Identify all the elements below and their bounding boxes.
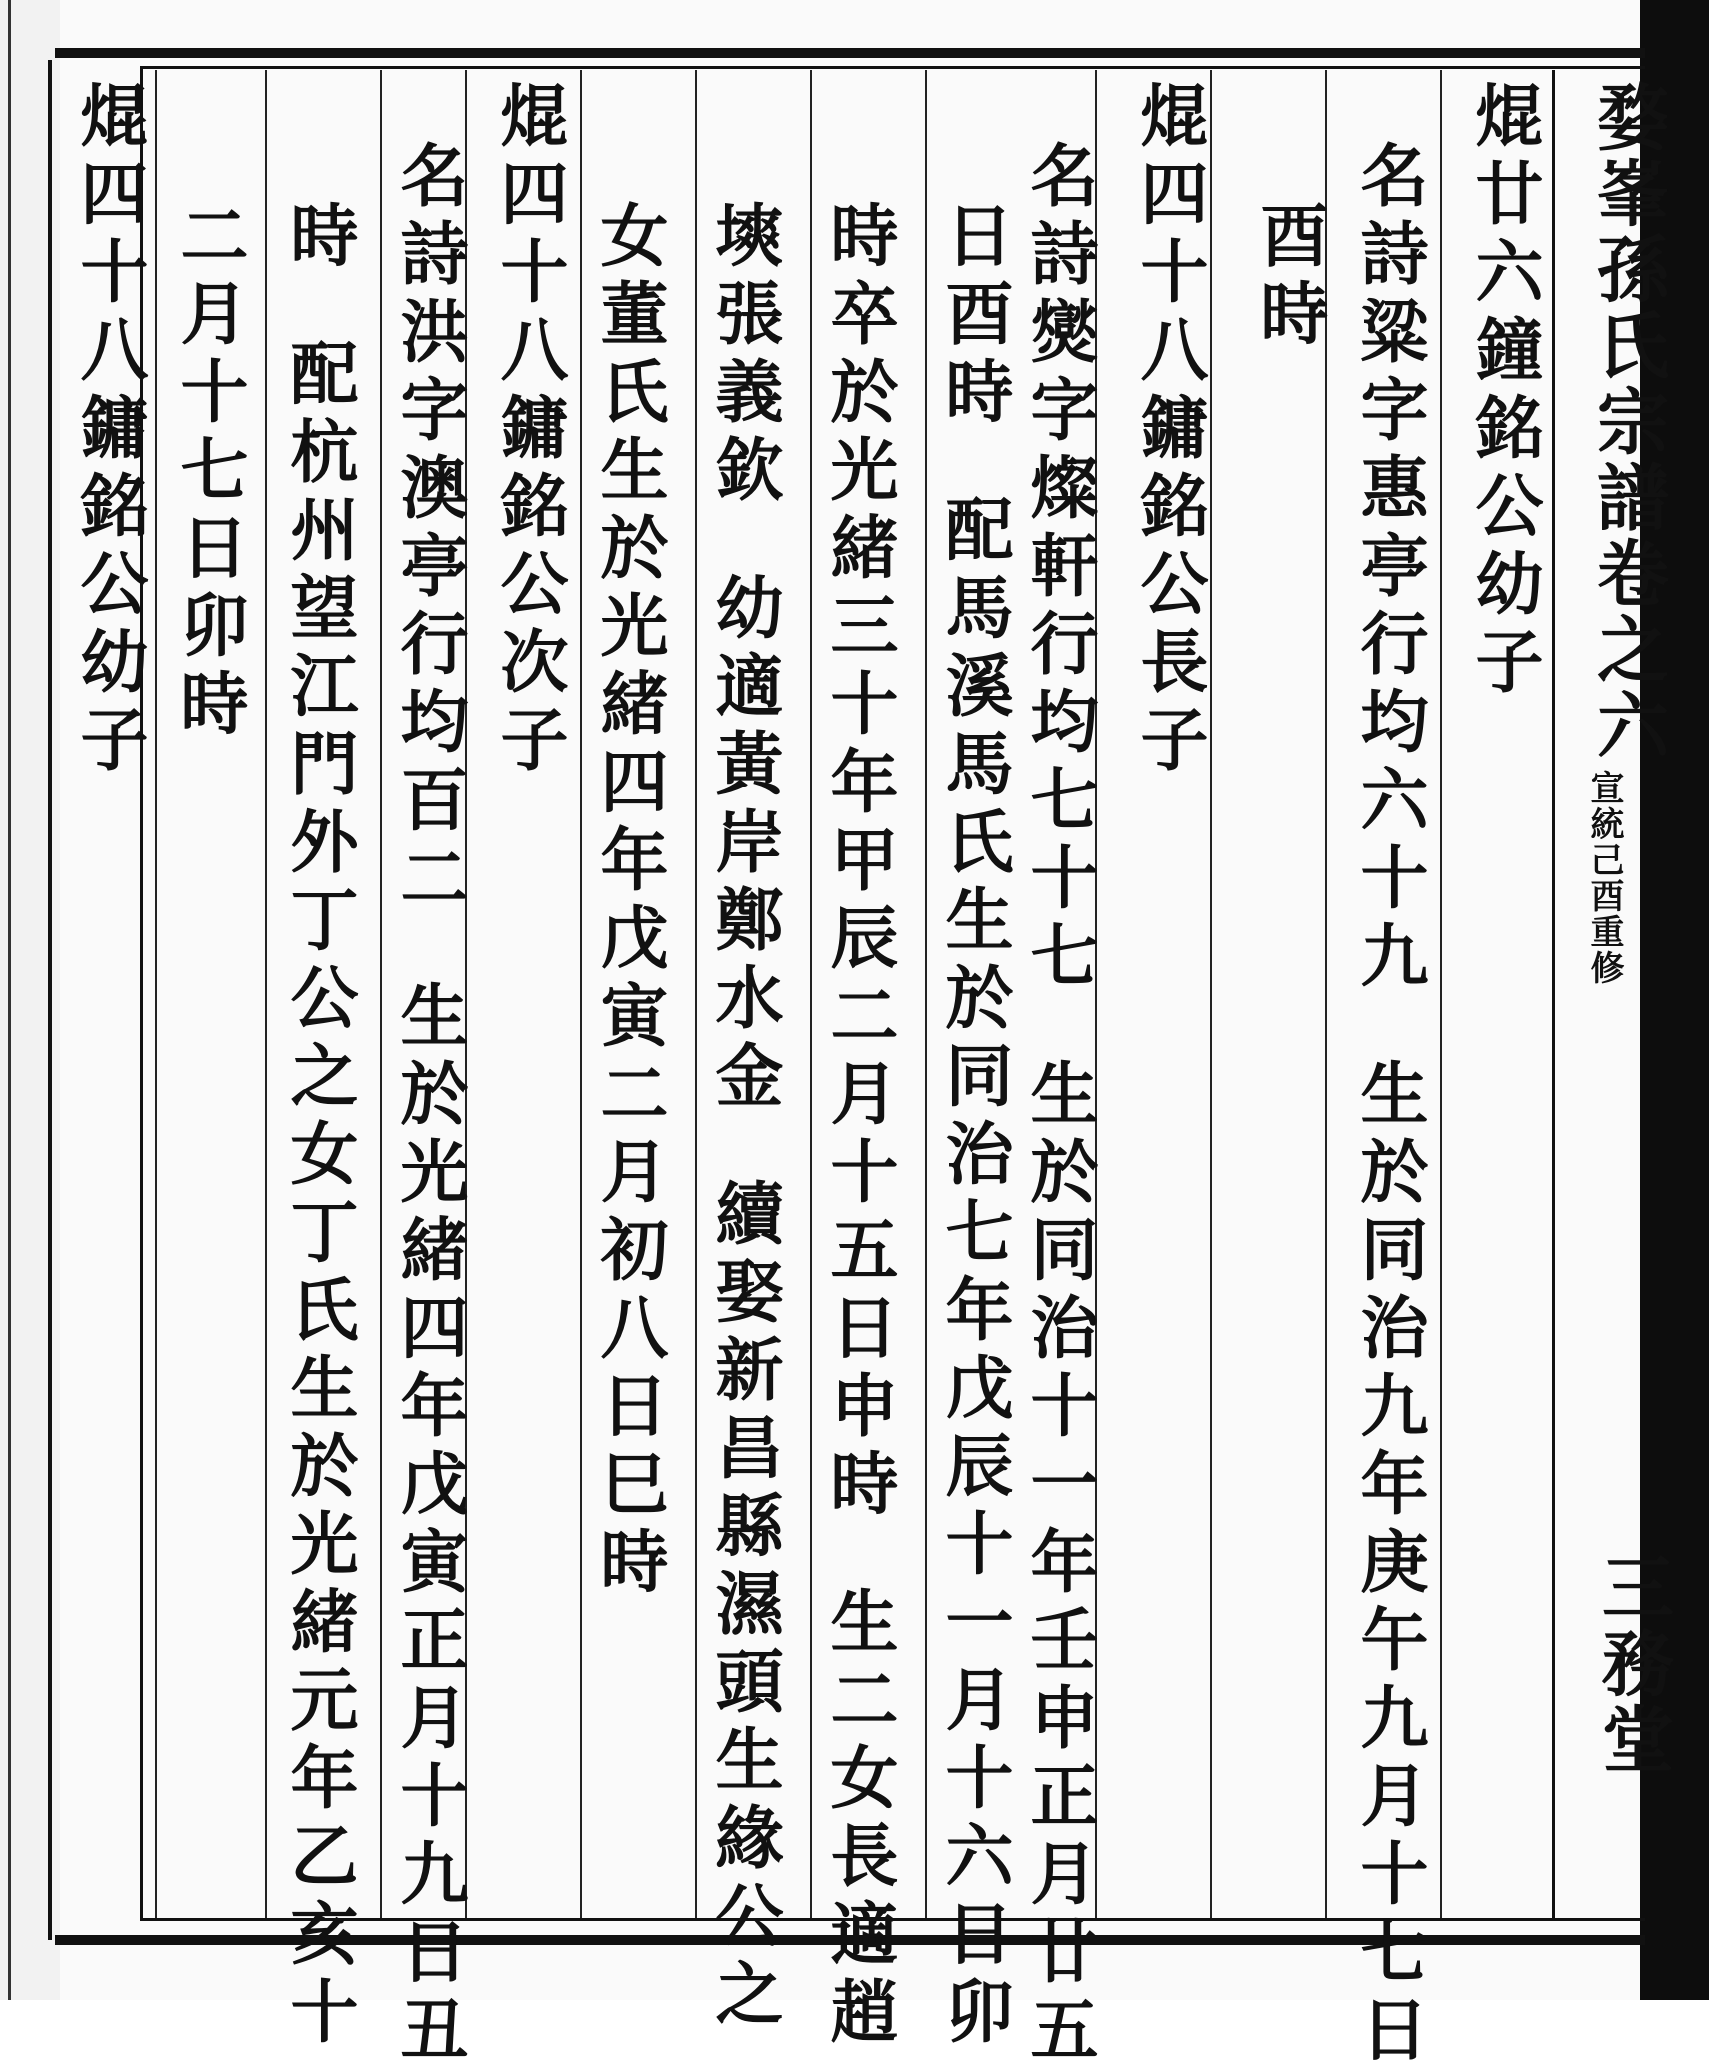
banner-rule bbox=[1552, 70, 1555, 1918]
text-run: 生於同治十一年壬申正月廿五 bbox=[1019, 1058, 1099, 2072]
entry-line bbox=[169, 200, 249, 746]
entry-line bbox=[819, 200, 899, 2054]
frame-top-border bbox=[55, 48, 1645, 58]
column-rule bbox=[1210, 70, 1212, 1918]
entry-heading bbox=[489, 80, 569, 782]
text-run: 幼適黃岸鄭水金 bbox=[704, 572, 784, 1118]
text-run: 二月十七日卯時 bbox=[169, 200, 249, 746]
text-run: 名詩洪字澳亭行均百二 bbox=[389, 140, 469, 920]
entry-line bbox=[389, 140, 469, 2072]
column-rule bbox=[380, 70, 382, 1918]
text-run: 酉時 bbox=[1249, 200, 1329, 356]
text-run: 焜四十八鏞銘公幼子 bbox=[69, 80, 149, 782]
hall-name: 三務堂 bbox=[1590, 1550, 1675, 1778]
frame-top-inner-border bbox=[140, 66, 1645, 69]
column-rule bbox=[265, 70, 267, 1918]
entry-line bbox=[704, 200, 784, 2036]
text-run: 配馬溪馬氏生於同治七年戊辰十一月十六日卯 bbox=[934, 494, 1014, 2054]
column-rule bbox=[810, 70, 812, 1918]
entry-heading bbox=[1129, 80, 1209, 782]
edition-note: 宣統己酉重修 bbox=[1584, 770, 1624, 986]
column-rule bbox=[695, 70, 697, 1918]
column-rule bbox=[1440, 70, 1442, 1918]
text-run: 時卒於光緒三十年甲辰二月十五日申時 bbox=[819, 200, 899, 1526]
book-title: 婺峯孫氏宗譜卷之六 bbox=[1585, 80, 1670, 764]
text-run: 配杭州望江門外丁公之女丁氏生於光緒元年乙亥十 bbox=[279, 338, 359, 2054]
entry-line bbox=[1019, 140, 1099, 2072]
entry-line bbox=[589, 200, 669, 1604]
column-rule bbox=[155, 70, 157, 1918]
entry-line bbox=[1249, 200, 1329, 356]
entry-heading bbox=[1464, 80, 1544, 704]
spine-stitch-line bbox=[8, 0, 11, 2000]
text-run: 名詩爕字燦軒行均七十七 bbox=[1019, 140, 1099, 998]
text-run: 生於光緒四年戊寅正月十九日丑 bbox=[389, 980, 469, 2072]
entry-line bbox=[279, 200, 359, 2054]
entry-line bbox=[1349, 140, 1429, 2072]
text-run: 續娶新昌縣濕頭生緣公之 bbox=[704, 1178, 784, 2036]
text-run: 焜四十八鏞銘公長子 bbox=[1129, 80, 1209, 782]
text-run: 焜廿六鐘銘公幼子 bbox=[1464, 80, 1544, 704]
text-run: 女董氏生於光緒四年戊寅二月初八日巳時 bbox=[589, 200, 669, 1604]
text-run: 名詩粱字惠亭行均六十九 bbox=[1349, 140, 1429, 998]
text-run: 時 bbox=[279, 200, 359, 278]
column-rule bbox=[925, 70, 927, 1918]
column-rule bbox=[580, 70, 582, 1918]
entry-line bbox=[934, 200, 1014, 2054]
text-run: 生於同治九年庚午九月十七日 bbox=[1349, 1058, 1429, 2072]
text-run: 焜四十八鏞銘公次子 bbox=[489, 80, 569, 782]
entry-heading bbox=[69, 80, 149, 782]
text-run: 塽張義欽 bbox=[704, 200, 784, 512]
text-run: 日酉時 bbox=[934, 200, 1014, 434]
page-left-border bbox=[48, 60, 52, 1940]
text-run: 生二女長適趙 bbox=[819, 1586, 899, 2054]
